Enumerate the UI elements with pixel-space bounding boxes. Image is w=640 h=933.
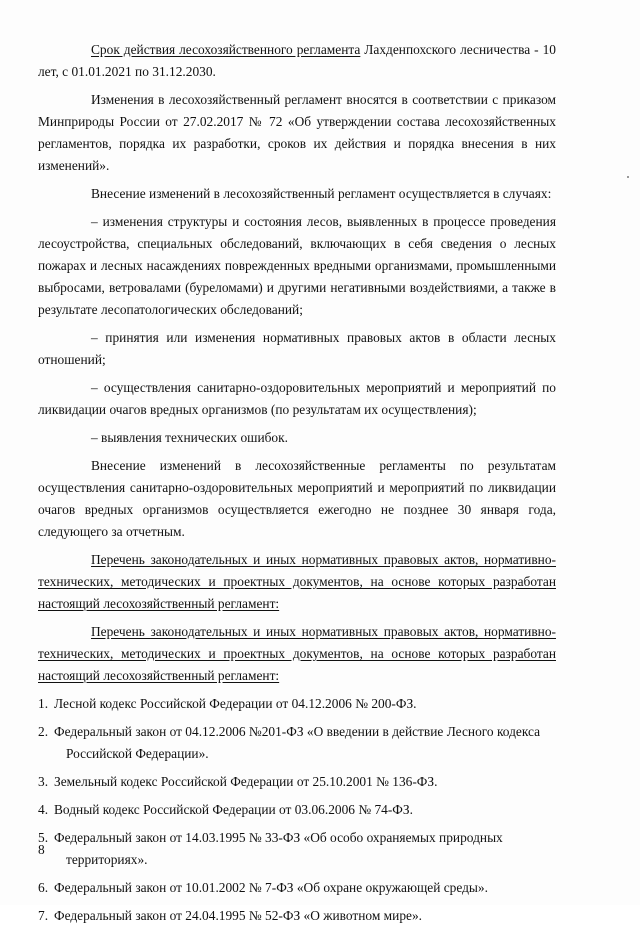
- legal-acts-heading: Перечень законодательных и иных нормативных правовых актов, нормативно-технических, методических и проектных документов, на основе которых разработан настоящий лесохозяйственный регламент:: [38, 552, 556, 611]
- validity-text: Лахденпохского лесничества - 10 лет, с 01.01.2021 по 31.12.2030.: [38, 42, 556, 79]
- scan-artifact: [627, 176, 629, 178]
- case-forest-structure: – изменения структуры и состояния лесов, выявленных в процессе проведения лесоустройства, специальных обследований, включающих в себя сведения о лесных пожарах и лесных насаждениях поврежденных вредными организмами, промышленными выбросами, ветровалами (буреломами) и другими негативными воздействиями, а также в результате лесопатологических обследований;: [38, 214, 556, 317]
- list-item: 6. Федеральный закон от 10.01.2002 № 7-ФЗ «Об охране окружающей среды».: [38, 880, 488, 895]
- page-number: 8: [38, 842, 45, 857]
- list-item: 1. Лесной кодекс Российской Федерации от 04.12.2006 № 200-ФЗ.: [38, 696, 417, 711]
- legal-acts-list: [38, 693, 556, 927]
- legal-acts-heading-duplicate: Перечень законодательных и иных нормативных правовых актов, нормативно-технических, методических и проектных документов, на основе которых разработан настоящий лесохозяйственный регламент:: [38, 624, 556, 683]
- list-item: 3. Земельный кодекс Российской Федерации от 25.10.2001 № 136-ФЗ.: [38, 774, 438, 789]
- case-sanitary-measures: – осуществления санитарно-оздоровительных мероприятий и мероприятий по ликвидации очагов вредных организмов (по результатам их осуществления);: [38, 380, 556, 417]
- list-item: 4. Водный кодекс Российской Федерации от 03.06.2006 № 74-ФЗ.: [38, 802, 413, 817]
- case-technical-errors: – выявления технических ошибок.: [91, 430, 288, 445]
- list-item: 7. Федеральный закон от 24.04.1995 № 52-ФЗ «О животном мире».: [38, 908, 423, 923]
- sanitary-amendment-paragraph: Внесение изменений в лесохозяйственные регламенты по результатам осуществления санитарно-оздоровительных мероприятий и мероприятий по ликвидации очагов вредных организмов осуществляется ежегодно не позднее 30 января года, следующего за отчетным.: [38, 458, 556, 539]
- list-item: 2. Федеральный закон от 04.12.2006 №201-ФЗ «О введении в действие Лесного кодекса Российской Федерации».: [38, 724, 541, 761]
- amendment-cases-intro: Внесение изменений в лесохозяйственный регламент осуществляется в случаях:: [91, 186, 552, 201]
- case-legal-acts: – принятия или изменения нормативных правовых актов в области лесных отношений;: [38, 330, 556, 367]
- list-item: 5. Федеральный закон от 14.03.1995 № 33-ФЗ «Об особо охраняемых природных территориях».: [38, 830, 503, 867]
- validity-paragraph: [38, 39, 556, 83]
- validity-heading: Срок действия лесохозяйственного регламента: [91, 42, 361, 57]
- amendment-basis-paragraph: Изменения в лесохозяйственный регламент вносятся в соответствии с приказом Минприроды России от 27.02.2017 № 72 «Об утверждении состава лесохозяйственных регламентов, порядка их разработки, сроков их действия и порядка внесения в них изменений».: [38, 92, 556, 173]
- document-body: [38, 39, 556, 933]
